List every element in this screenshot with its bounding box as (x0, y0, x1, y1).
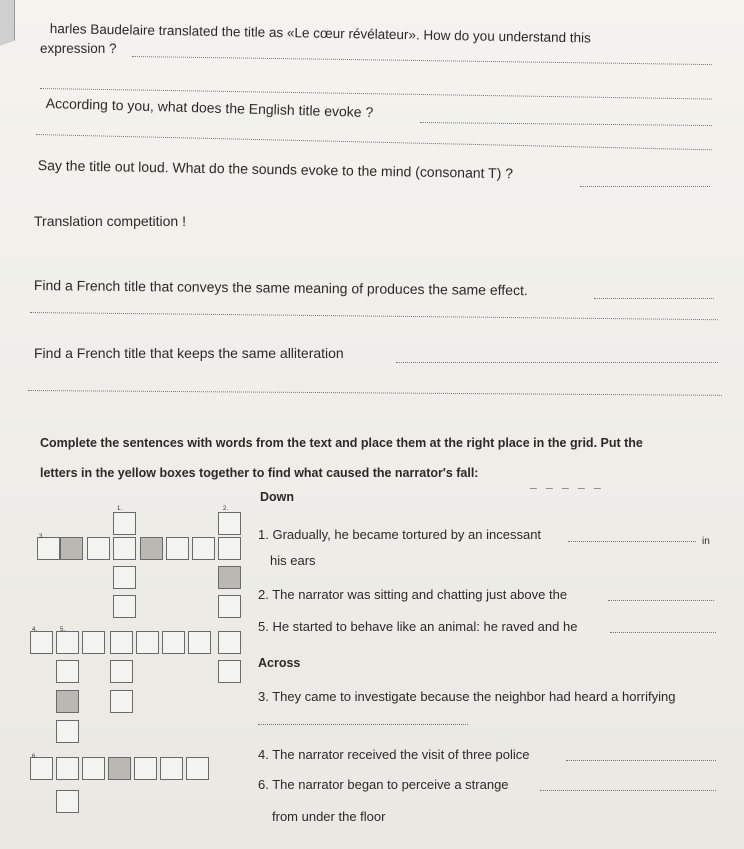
grid-cell[interactable] (134, 757, 157, 780)
grid-cell[interactable] (56, 757, 79, 780)
section-heading: Translation competition ! (34, 213, 186, 229)
answer-line[interactable] (540, 790, 716, 791)
grid-number-2: 2. (223, 506, 229, 512)
grid-cell[interactable] (87, 537, 110, 560)
grid-cell[interactable] (110, 631, 133, 654)
grid-cell[interactable] (110, 690, 133, 713)
grid-cell[interactable] (82, 757, 105, 780)
question-3: Say the title out loud. What do the sounds evoke to the mind (consonant T) ? (37, 156, 514, 182)
question-2: According to you, what does the English title evoke ? (45, 94, 374, 121)
grid-cell[interactable] (218, 512, 241, 535)
answer-line[interactable] (608, 600, 714, 601)
down-clue-5: 5. He started to behave like an animal: he raved and he (258, 619, 578, 634)
answer-line[interactable] (36, 134, 712, 150)
answer-line[interactable] (420, 122, 712, 126)
down-clue-1: 1. Gradually, he became tortured by an incessant (258, 527, 542, 542)
grid-cell[interactable] (218, 660, 241, 683)
grid-cell[interactable] (30, 631, 53, 654)
grid-cell[interactable] (186, 757, 209, 780)
across-clue-6: 6. The narrator began to perceive a strange (258, 777, 509, 792)
grid-cell[interactable] (166, 537, 189, 560)
grid-cell[interactable] (188, 631, 211, 654)
grid-cell[interactable] (82, 631, 105, 654)
grid-cell-yellow[interactable] (218, 566, 241, 589)
grid-cell[interactable] (56, 790, 79, 813)
grid-number-6: 6. (32, 754, 38, 760)
down-heading: Down (260, 490, 295, 504)
grid-cell[interactable] (192, 537, 215, 560)
across-heading: Across (258, 656, 301, 670)
grid-cell[interactable] (160, 757, 183, 780)
grid-cell-yellow[interactable] (108, 757, 131, 780)
question-1-line-2: expression ? (40, 41, 117, 56)
answer-line[interactable] (610, 632, 716, 633)
across-clue-6-cont: from under the floor (272, 809, 386, 824)
answer-blanks[interactable]: _ _ _ _ _ (530, 476, 604, 490)
answer-line[interactable] (30, 312, 718, 320)
answer-line[interactable] (396, 362, 718, 363)
pencil-icon (0, 0, 15, 46)
grid-cell[interactable] (56, 631, 79, 654)
question-1-line-1: harles Baudelaire translated the title as «Le cœur révélateur». How do you understand this (49, 20, 591, 46)
grid-cell[interactable] (218, 595, 241, 618)
grid-cell-yellow[interactable] (140, 537, 163, 560)
answer-line[interactable] (594, 298, 714, 299)
grid-cell[interactable] (218, 631, 241, 654)
grid-cell[interactable] (113, 537, 136, 560)
grid-cell[interactable] (136, 631, 159, 654)
grid-cell[interactable] (110, 660, 133, 683)
grid-cell[interactable] (113, 512, 136, 535)
grid-cell[interactable] (113, 595, 136, 618)
answer-line[interactable] (568, 541, 696, 542)
answer-line[interactable] (580, 186, 710, 187)
grid-number-5: 5. (60, 627, 66, 633)
question-5: Find a French title that keeps the same alliteration (34, 345, 344, 361)
grid-number-3: 3. (39, 534, 45, 540)
answer-line[interactable] (566, 760, 716, 761)
grid-cell[interactable] (56, 660, 79, 683)
grid-cell[interactable] (218, 537, 241, 560)
grid-cell-yellow[interactable] (56, 690, 79, 713)
grid-number-4: 4. (32, 627, 38, 633)
down-clue-1-cont: his ears (270, 553, 316, 568)
down-clue-1-in: in (702, 536, 710, 547)
exercise-instructions-line-1: Complete the sentences with words from the text and place them at the right place in the grid. Put the (40, 436, 643, 450)
grid-cell-yellow[interactable] (60, 537, 83, 560)
down-clue-2: 2. The narrator was sitting and chatting just above the (258, 587, 568, 602)
grid-cell[interactable] (113, 566, 136, 589)
across-clue-4: 4. The narrator received the visit of three police (258, 747, 530, 762)
grid-cell[interactable] (162, 631, 185, 654)
grid-number-1: 1. (117, 506, 123, 512)
answer-line[interactable] (258, 724, 468, 725)
exercise-instructions-line-2: letters in the yellow boxes together to find what caused the narrator's fall: (40, 466, 479, 480)
question-4: Find a French title that conveys the same meaning of produces the same effect. (33, 276, 528, 299)
across-clue-3: 3. They came to investigate because the neighbor had heard a horrifying (258, 689, 676, 704)
grid-cell[interactable] (56, 720, 79, 743)
answer-line[interactable] (28, 390, 722, 396)
answer-line[interactable] (132, 56, 712, 65)
